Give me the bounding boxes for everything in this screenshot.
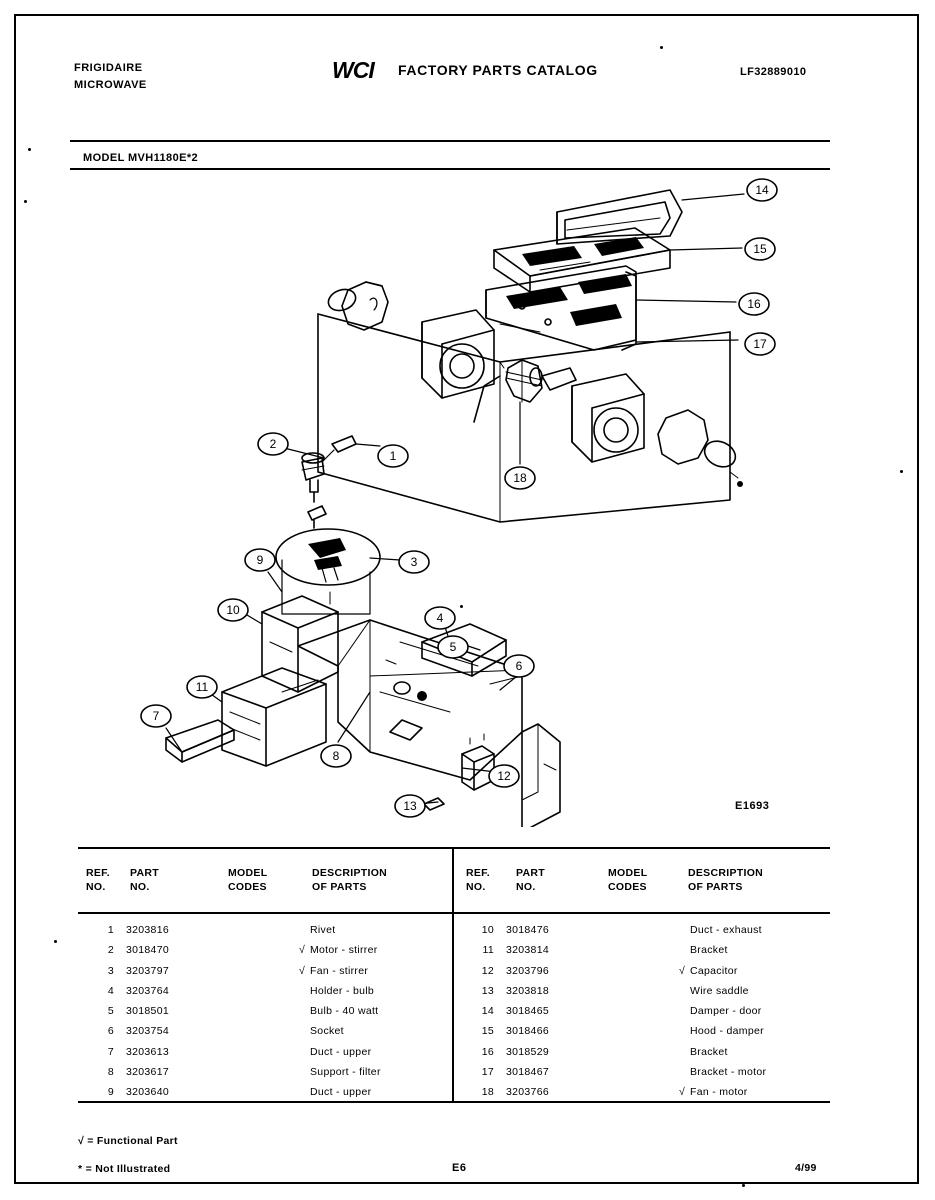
cell-part-no: 3018466 [506, 1025, 549, 1038]
svg-text:10: 10 [226, 603, 240, 617]
table-row [78, 940, 448, 960]
header-part-left-l2: NO. [130, 881, 150, 893]
header-model-left [228, 866, 267, 894]
table-row [78, 1082, 448, 1102]
cell-ref-no: 6 [107, 1025, 114, 1038]
svg-text:11: 11 [195, 680, 209, 694]
cell-part-no: 3018467 [506, 1066, 549, 1079]
svg-text:8: 8 [332, 749, 340, 763]
cell-description: Motor - stirrer [310, 944, 378, 957]
brand-name: FRIGIDAIRE [74, 62, 143, 74]
cell-ref-no: 11 [482, 944, 494, 957]
svg-text:9: 9 [256, 553, 264, 567]
svg-text:14: 14 [755, 183, 769, 197]
cell-description: Bracket - motor [690, 1066, 767, 1079]
brand-block [74, 60, 147, 94]
cell-part-no: 3203613 [126, 1045, 169, 1058]
cell-description: Socket [310, 1025, 344, 1038]
svg-text:1: 1 [389, 449, 397, 463]
cell-ref-no: 18 [481, 1086, 494, 1099]
cell-part-no: 3018465 [506, 1005, 549, 1018]
cell-ref-no: 7 [107, 1045, 114, 1058]
cell-ref-no: 14 [481, 1005, 494, 1018]
cell-description: Duct - upper [310, 1045, 372, 1058]
header-ref-left [86, 866, 110, 894]
cell-description: Support - filter [310, 1066, 381, 1079]
header-desc-left [312, 866, 387, 894]
figure-code: E1693 [735, 800, 770, 812]
table-row [458, 961, 828, 981]
table-row [458, 1042, 828, 1062]
parts-table-left [78, 920, 448, 1103]
cell-description: Wire saddle [690, 984, 749, 997]
cell-functional-mark: √ [298, 944, 306, 957]
svg-text:17: 17 [753, 337, 767, 351]
header-model-left-l1: MODEL [228, 867, 268, 879]
table-row [78, 1062, 448, 1082]
cell-ref-no: 1 [107, 924, 114, 936]
cell-ref-no: 8 [107, 1066, 114, 1079]
model-label: MODEL MVH1180E*2 [83, 152, 199, 164]
scan-speck [900, 470, 903, 473]
svg-text:13: 13 [403, 799, 417, 813]
table-row [78, 961, 448, 981]
table-row [78, 981, 448, 1001]
cell-part-no: 3203797 [126, 964, 169, 977]
cell-ref-no: 2 [107, 944, 114, 957]
cell-functional-mark: √ [298, 964, 306, 977]
cell-description: Fan - motor [690, 1086, 748, 1099]
cell-ref-no: 4 [107, 984, 114, 997]
cell-part-no: 3203818 [506, 984, 549, 997]
table-row [458, 920, 828, 940]
cell-ref-no: 12 [481, 964, 494, 977]
cell-description: Holder - bulb [310, 984, 375, 997]
cell-part-no: 3203796 [506, 964, 549, 977]
cell-ref-no: 10 [481, 924, 494, 936]
header-part-right-l2: NO. [516, 881, 536, 893]
cell-part-no: 3203766 [506, 1086, 549, 1099]
svg-text:3: 3 [410, 555, 418, 569]
header-ref-right-l2: NO. [466, 881, 486, 893]
svg-text:15: 15 [753, 242, 767, 256]
header-desc-right [688, 866, 763, 894]
legend-not-illustrated: * = Not Illustrated [78, 1163, 171, 1175]
svg-text:16: 16 [747, 297, 761, 311]
brand-category: MICROWAVE [74, 79, 147, 91]
svg-text:18: 18 [513, 471, 527, 485]
table-row [78, 1042, 448, 1062]
cell-description: Bulb - 40 watt [310, 1005, 379, 1018]
cell-functional-mark: √ [678, 1086, 686, 1099]
cell-ref-no: 15 [481, 1025, 494, 1038]
svg-text:7: 7 [152, 709, 160, 723]
cell-ref-no: 13 [481, 984, 494, 997]
cell-ref-no: 9 [107, 1086, 114, 1099]
svg-text:6: 6 [515, 659, 523, 673]
page-number: E6 [452, 1162, 467, 1174]
cell-part-no: 3018529 [506, 1045, 549, 1058]
table-row [458, 1021, 828, 1041]
header-ref-right-l1: REF. [466, 867, 490, 879]
header-model-right-l2: CODES [608, 881, 647, 893]
cell-description: Bracket [690, 944, 728, 957]
cell-description: Rivet [310, 924, 336, 936]
cell-ref-no: 5 [107, 1005, 114, 1018]
legend-functional-part: √ = Functional Part [78, 1135, 178, 1147]
cell-description: Duct - exhaust [690, 924, 762, 936]
scan-speck [460, 605, 463, 608]
header-ref-left-l2: NO. [86, 881, 106, 893]
cell-ref-no: 17 [481, 1066, 494, 1079]
scan-speck [28, 148, 31, 151]
header-ref-left-l1: REF. [86, 867, 110, 879]
header-desc-right-l1: DESCRIPTION [688, 867, 764, 879]
cell-part-no: 3018476 [506, 924, 549, 936]
header-divider [70, 140, 830, 142]
header-part-right [516, 866, 545, 894]
scan-speck [24, 200, 27, 203]
header-model-left-l2: CODES [228, 881, 267, 893]
cell-part-no: 3203816 [126, 924, 169, 936]
cell-part-no: 3203617 [126, 1066, 169, 1079]
document-code: LF32889010 [740, 66, 807, 78]
table-header-rule [78, 912, 830, 914]
model-divider [70, 168, 830, 170]
table-row [458, 940, 828, 960]
svg-text:5: 5 [449, 640, 457, 654]
cell-description: Duct - upper [310, 1086, 372, 1099]
header-part-left-l1: PART [130, 867, 160, 879]
svg-text:2: 2 [269, 437, 277, 451]
cell-ref-no: 16 [481, 1045, 494, 1058]
header-part-left [130, 866, 159, 894]
cell-part-no: 3203814 [506, 944, 549, 957]
header-ref-right [466, 866, 490, 894]
header-model-right-l1: MODEL [608, 867, 648, 879]
cell-part-no: 3203754 [126, 1025, 169, 1038]
scan-speck [54, 940, 57, 943]
table-row [78, 1001, 448, 1021]
wci-logo: WCI [332, 57, 374, 83]
cell-description: Bracket [690, 1045, 728, 1058]
table-row [458, 1082, 828, 1102]
cell-functional-mark: √ [678, 964, 686, 977]
cell-part-no: 3203764 [126, 984, 169, 997]
header-desc-right-l2: OF PARTS [688, 881, 743, 893]
svg-text:4: 4 [436, 611, 444, 625]
header-desc-left-l2: OF PARTS [312, 881, 367, 893]
table-row [78, 920, 448, 940]
table-column-divider [452, 847, 454, 1103]
cell-description: Damper - door [690, 1005, 762, 1018]
cell-part-no: 3018470 [126, 944, 169, 957]
cell-description: Hood - damper [690, 1025, 764, 1038]
cell-part-no: 3203640 [126, 1086, 169, 1099]
scan-speck [742, 1184, 745, 1187]
parts-table-right [458, 920, 828, 1103]
table-row [458, 981, 828, 1001]
cell-part-no: 3018501 [126, 1005, 169, 1018]
catalog-title: FACTORY PARTS CATALOG [398, 62, 598, 78]
table-top-rule [78, 847, 830, 849]
cell-description: Capacitor [690, 964, 738, 977]
table-row [458, 1001, 828, 1021]
table-row [78, 1021, 448, 1041]
header-part-right-l1: PART [516, 867, 546, 879]
header-desc-left-l1: DESCRIPTION [312, 867, 388, 879]
exploded-parts-diagram [70, 172, 830, 827]
header-model-right [608, 866, 647, 894]
cell-description: Fan - stirrer [310, 964, 369, 977]
table-row [458, 1062, 828, 1082]
scan-speck [660, 46, 663, 49]
date-code: 4/99 [795, 1162, 817, 1174]
cell-ref-no: 3 [107, 964, 114, 977]
svg-text:12: 12 [497, 769, 511, 783]
